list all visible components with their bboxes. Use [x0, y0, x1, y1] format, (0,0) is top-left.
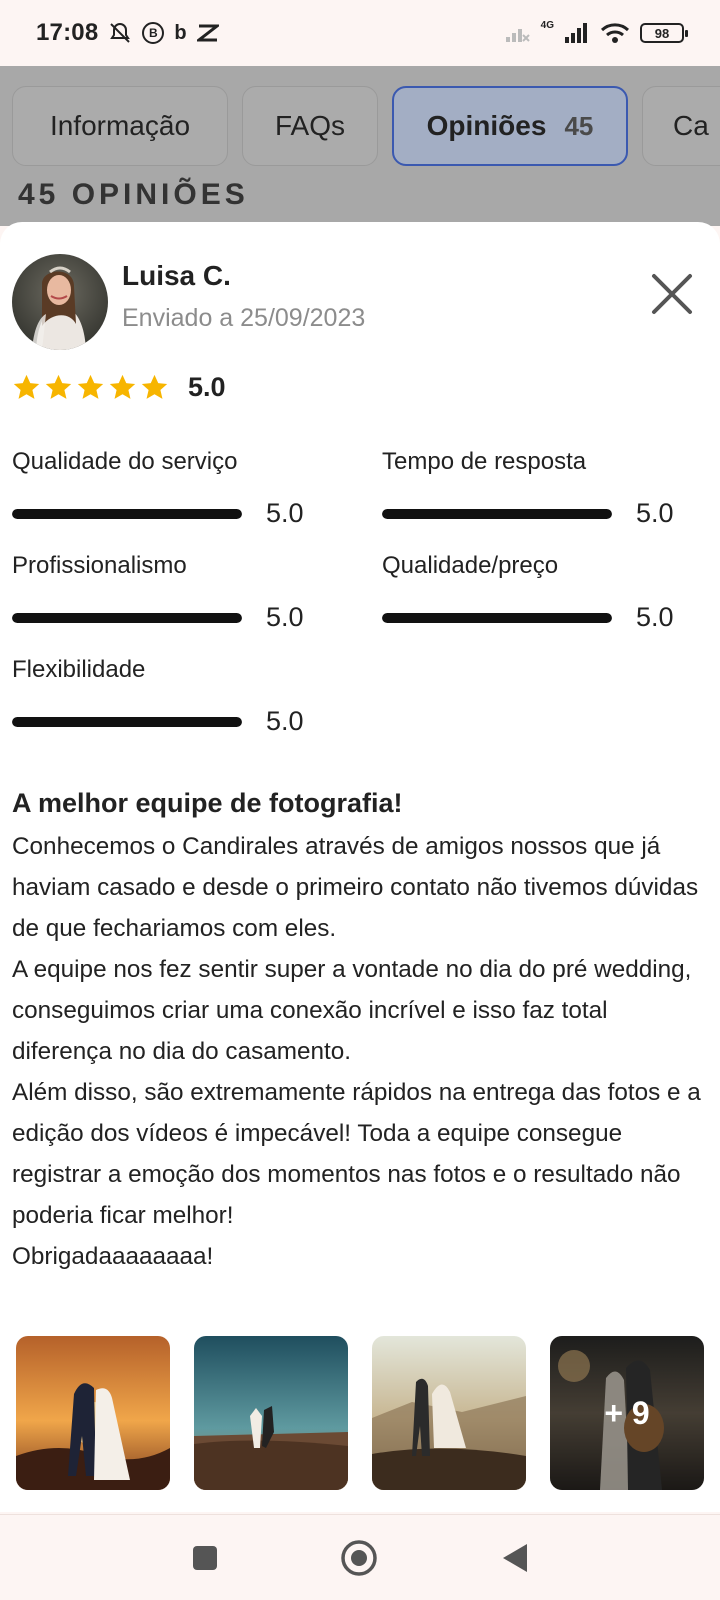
- back-button[interactable]: [494, 1537, 536, 1579]
- signal-weak-icon: [505, 23, 531, 43]
- network-type: 4G: [540, 19, 554, 31]
- tab-label: Informação: [49, 110, 191, 141]
- star-icon: [140, 373, 169, 402]
- rating-bar-fill: [382, 613, 612, 623]
- tab-label: FAQs: [275, 110, 346, 141]
- rating-category: [12, 552, 304, 633]
- rating-category-score: 5.0: [266, 602, 304, 632]
- review-date: Enviado a 25/09/2023: [122, 304, 366, 332]
- rating-bar: [382, 509, 612, 519]
- rating-bar: [12, 717, 242, 727]
- recents-icon: [191, 1544, 219, 1572]
- rating-category-label: Tempo de resposta: [382, 448, 587, 475]
- signal-strong-icon: [564, 22, 590, 44]
- tab-count-badge: 45: [564, 110, 594, 141]
- star-rating: [12, 372, 226, 403]
- overall-rating: 5.0: [188, 372, 226, 402]
- rating-bar-fill: [382, 509, 612, 519]
- star-icon: [12, 373, 41, 402]
- review-title: A melhor equipe de fotografia!: [12, 788, 403, 818]
- rating-category-label: Qualidade do serviço: [12, 448, 238, 475]
- clock: 17:08: [36, 19, 99, 46]
- more-photos-count: + 9: [604, 1394, 650, 1431]
- tab-informacao[interactable]: [12, 86, 228, 166]
- tab-label: Ca: [673, 110, 709, 141]
- rating-category: [382, 552, 674, 633]
- rating-category: [12, 448, 304, 529]
- home-button[interactable]: [338, 1537, 380, 1579]
- battery-icon: 98: [640, 23, 684, 43]
- avatar: [12, 254, 108, 350]
- rating-bar: [12, 613, 242, 623]
- rating-category-score: 5.0: [636, 602, 674, 632]
- tab-label: Opiniões: [426, 110, 547, 141]
- recents-button[interactable]: [184, 1537, 226, 1579]
- star-icon: [44, 373, 73, 402]
- reviewer-name: Luisa C.: [122, 260, 231, 291]
- system-nav-bar: [0, 1514, 720, 1600]
- rating-category-label: Flexibilidade: [12, 656, 146, 683]
- review-detail-sheet: [0, 222, 720, 1512]
- close-icon: [648, 270, 696, 318]
- rating-category: [12, 656, 304, 737]
- close-button[interactable]: [648, 270, 696, 318]
- rating-category-score: 5.0: [266, 498, 304, 528]
- star-icon: [76, 373, 105, 402]
- background-page: [0, 66, 720, 226]
- muted-alarm-icon: [108, 21, 132, 45]
- review-photos: [16, 1336, 704, 1490]
- review-photo-thumbnail-more[interactable]: [550, 1336, 704, 1490]
- tab-bar: [12, 86, 720, 166]
- rating-bar-fill: [12, 509, 242, 519]
- rating-bar-fill: [12, 613, 242, 623]
- wifi-icon: [600, 22, 630, 44]
- rating-category-score: 5.0: [266, 706, 304, 736]
- review-photo-thumbnail[interactable]: [194, 1336, 348, 1490]
- rating-bar-fill: [12, 717, 242, 727]
- review-photo-thumbnail[interactable]: [16, 1336, 170, 1490]
- bing-icon: b: [174, 21, 187, 44]
- tab-opinioes[interactable]: [392, 86, 628, 166]
- rating-category-label: Profissionalismo: [12, 552, 187, 579]
- capcut-icon: [197, 23, 219, 43]
- notification-icons: [108, 21, 218, 45]
- b-circle-icon: B: [142, 22, 164, 44]
- rating-bar: [382, 613, 612, 623]
- tab-faqs[interactable]: [242, 86, 378, 166]
- rating-category: [382, 448, 674, 529]
- rating-category-score: 5.0: [636, 498, 674, 528]
- rating-bar: [12, 509, 242, 519]
- reviews-count-heading: 45 OPINIÕES: [18, 178, 249, 211]
- back-icon: [501, 1542, 529, 1574]
- review-body: Conhecemos o Candirales através de amigos nossos que já haviam casado e desde o primeiro contato não tivemos dúvidas de que fechariamos com eles. A equipe nos fez sentir super a vontade no dia do pré wedding, conseguimos criar uma conexão incrível e isso faz total diferença no dia do casamento. Além disso, são extremamente rápidos na entrega das fotos e a edição dos vídeos é impecável! Toda a equipe consegue registrar a emoção dos momentos nas fotos e o resultado não poderia ficar melhor! Obrigadaaaaaaaa!: [12, 833, 701, 1270]
- home-icon: [340, 1539, 378, 1577]
- rating-category-label: Qualidade/preço: [382, 552, 559, 579]
- status-bar: [0, 0, 720, 66]
- system-icons: [505, 19, 684, 44]
- review-photo-thumbnail[interactable]: [372, 1336, 526, 1490]
- star-icon: [108, 373, 137, 402]
- tab-partial[interactable]: [642, 86, 720, 166]
